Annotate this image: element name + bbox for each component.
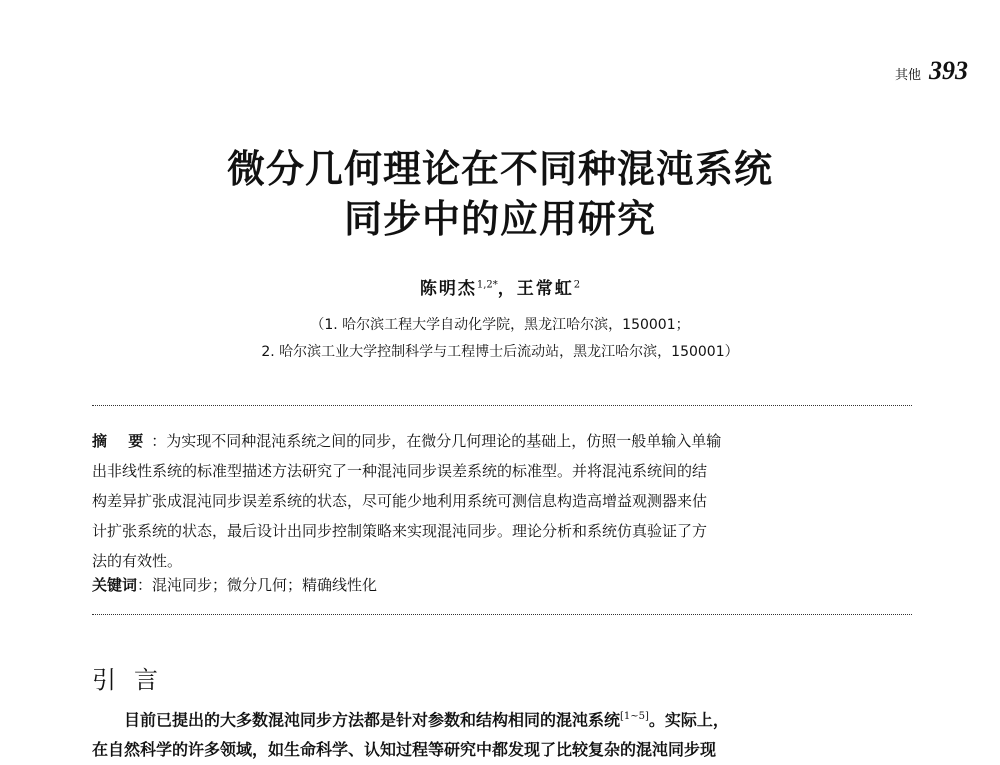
body-line-1-tail: 。实际上， (648, 710, 729, 730)
author-line (0, 274, 1000, 299)
author-2-name: 王常虹 (516, 279, 574, 299)
citation-ref: [1~5] (620, 711, 649, 722)
affiliation-line-2: 2. 哈尔滨工业大学控制科学与工程博士后流动站，黑龙江哈尔滨，150001） (261, 344, 739, 360)
divider-bottom (92, 614, 912, 615)
keywords-text: 混沌同步；微分几何；精确线性化 (152, 576, 378, 594)
abstract-colon: ： (151, 432, 167, 450)
body-paragraph (92, 702, 922, 765)
keywords-colon: ： (137, 576, 153, 594)
abstract-label: 摘 要 (92, 432, 152, 450)
section-label: 其他 (894, 68, 921, 83)
abstract-line (92, 426, 912, 456)
keywords-line (92, 574, 912, 595)
abstract-line: 法的有效性。 (92, 552, 183, 570)
paper-title (0, 144, 1000, 244)
author-2-affiliation-marker: 2 (573, 279, 581, 291)
running-header (895, 56, 968, 86)
body-line-2: 在自然科学的许多领域，如生命科学、认知过程等研究中都发现了比较复杂的混沌同步现 (92, 740, 717, 760)
abstract-block (92, 426, 912, 576)
title-line-2: 同步中的应用研究 (343, 196, 656, 241)
title-line-1: 微分几何理论在不同种混沌系统 (226, 146, 773, 191)
section-heading: 引言 (92, 666, 176, 694)
author-separator: ， (497, 279, 517, 299)
abstract-line: 构差异扩张成混沌同步误差系统的状态，尽可能少地利用系统可测信息构造高增益观测器来估 (92, 492, 708, 510)
abstract-line: 计扩张系统的状态，最后设计出同步控制策略来实现混沌同步。理论分析和系统仿真验证了方 (92, 522, 708, 540)
page-number: 393 (929, 56, 968, 85)
keywords-label: 关键词 (92, 576, 138, 594)
abstract-text: 为实现不同种混沌系统之间的同步，在微分几何理论的基础上，仿照一般单输入单输 (166, 432, 722, 450)
divider-top (92, 405, 912, 406)
affiliation-line-1: （1. 哈尔滨工程大学自动化学院，黑龙江哈尔滨，150001； (310, 317, 690, 333)
body-line-1 (92, 702, 922, 735)
body-line-1-text: 目前已提出的大多数混沌同步方法都是针对参数和结构相同的混沌系统 (124, 710, 621, 730)
abstract-line: 出非线性系统的标准型描述方法研究了一种混沌同步误差系统的标准型。并将混沌系统间的结 (92, 462, 708, 480)
author-1-name: 陈明杰 (419, 279, 477, 299)
author-1-affiliation-marker: 1,2* (476, 279, 498, 291)
